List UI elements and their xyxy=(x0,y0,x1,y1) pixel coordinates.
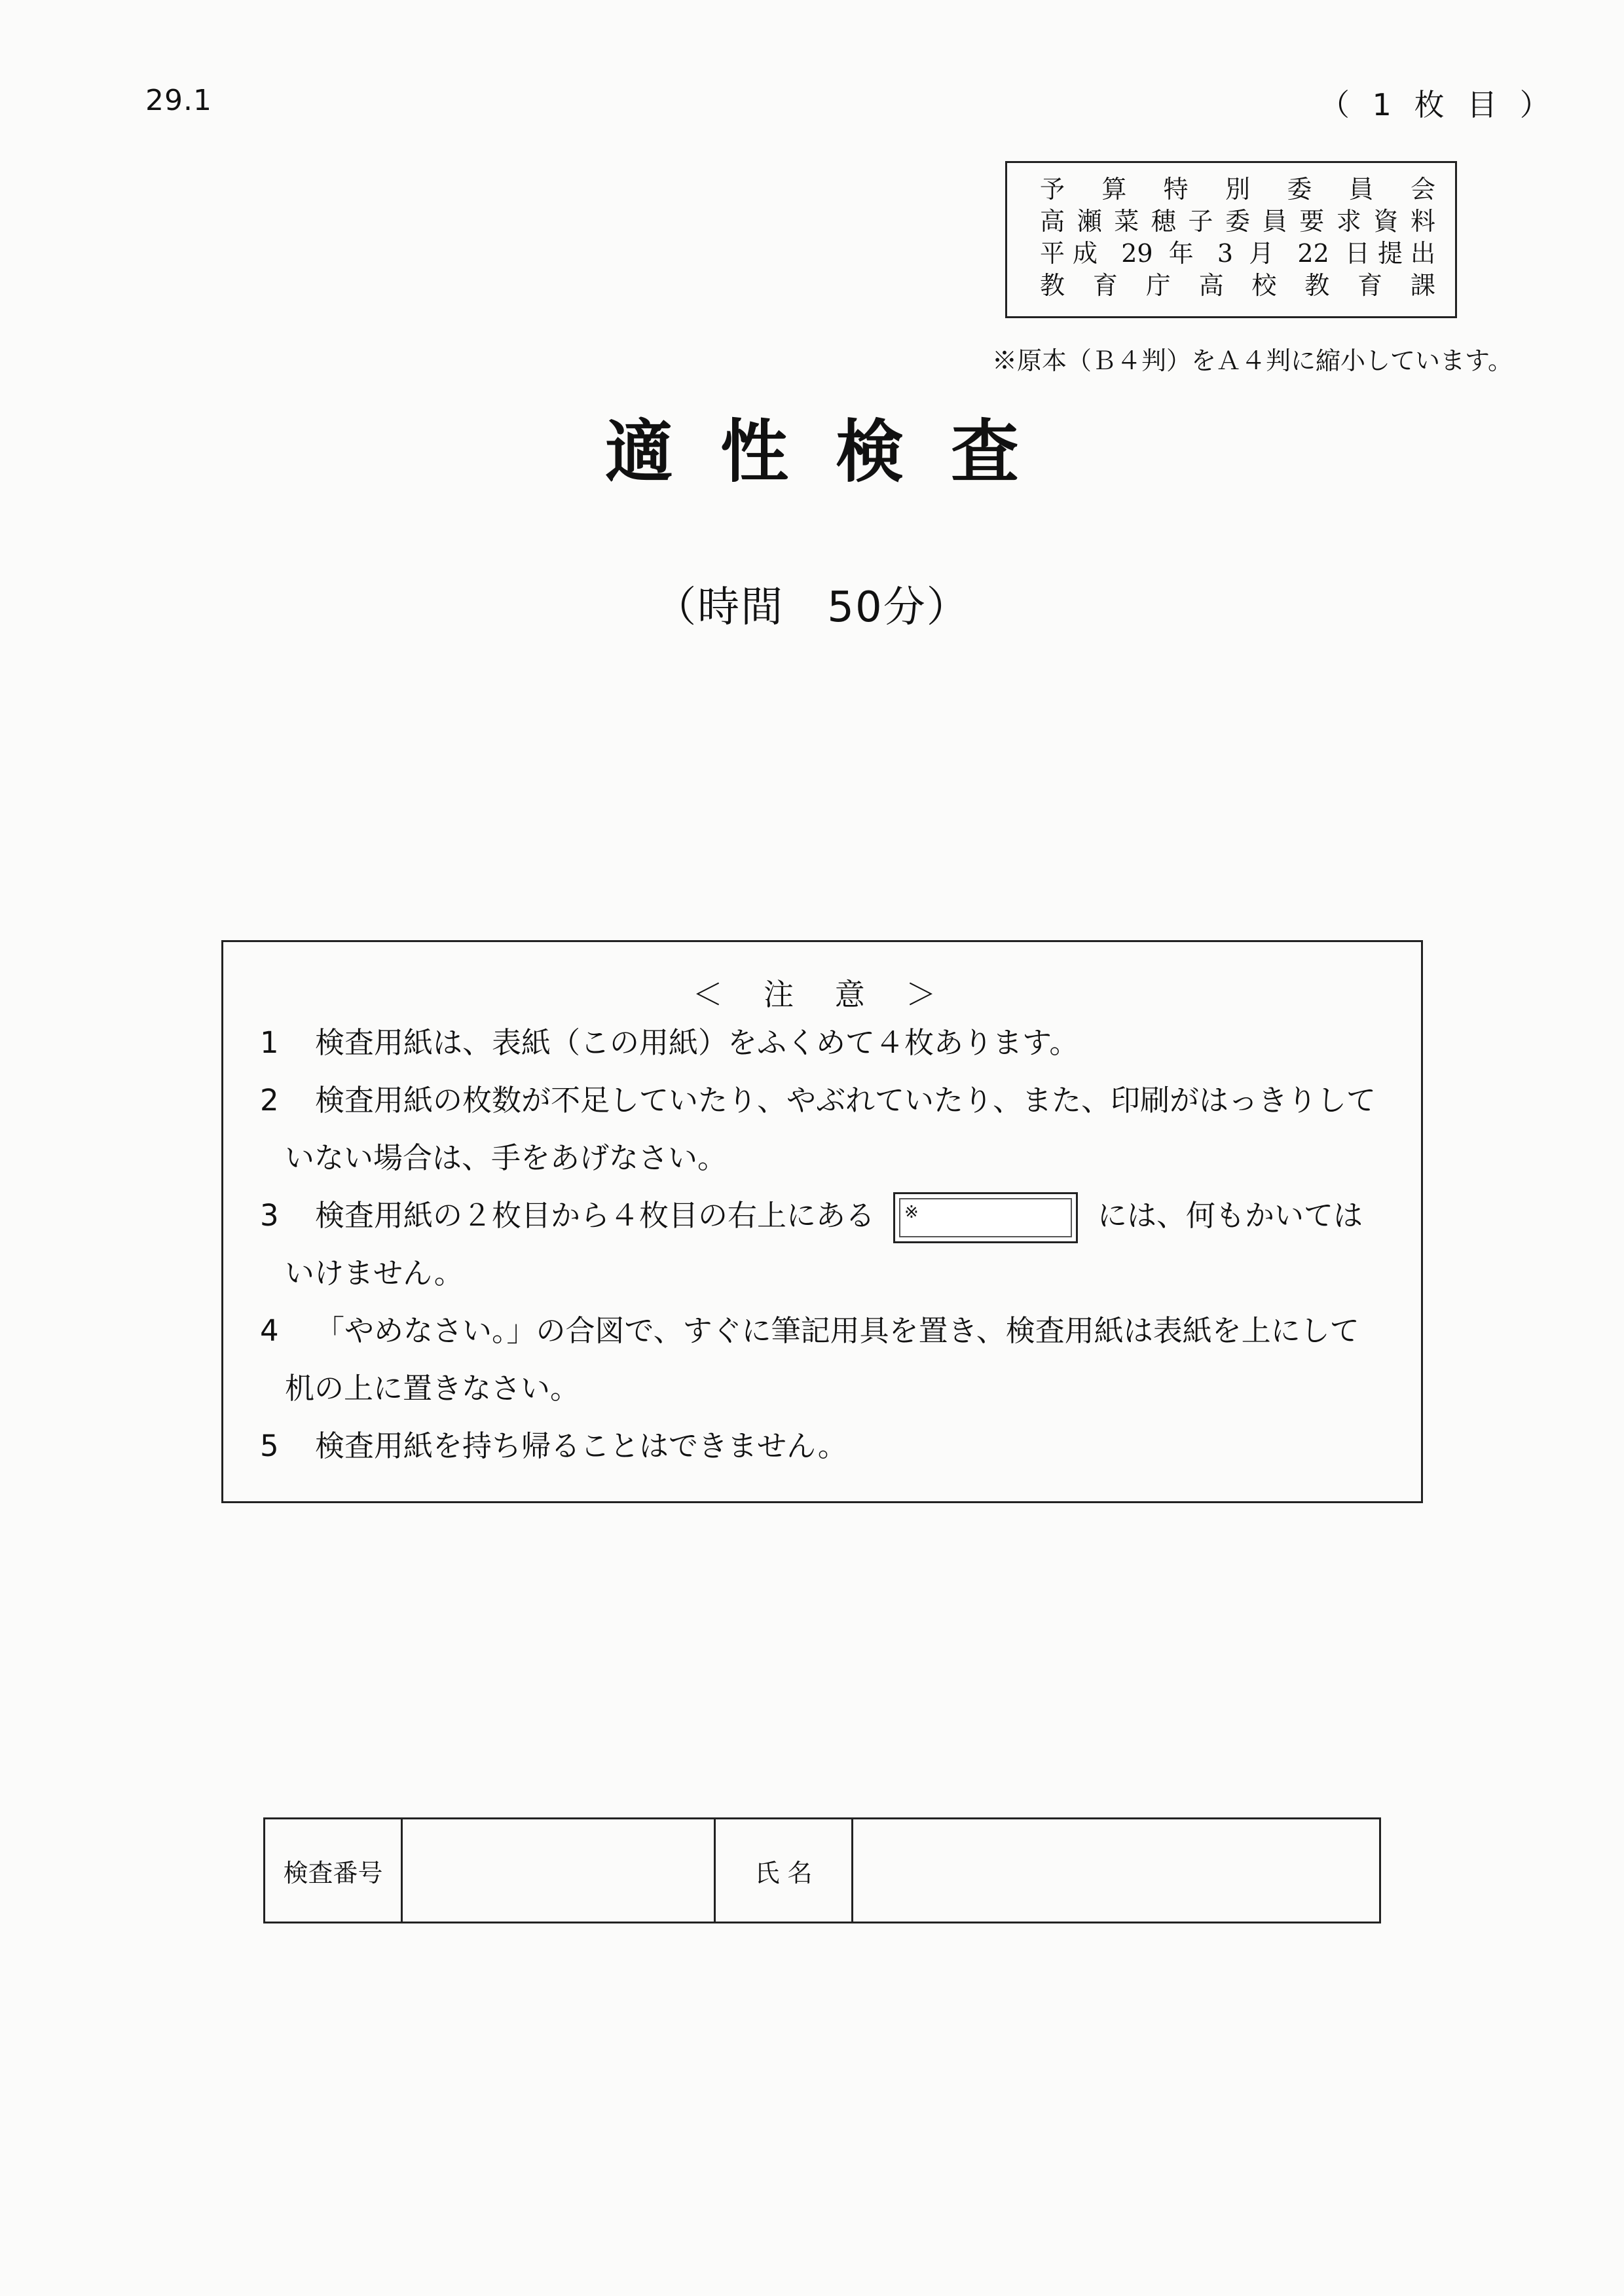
notice-item-number: 2 xyxy=(260,1083,279,1118)
notice-item-text-after: には、何もかいては xyxy=(1098,1198,1363,1233)
stamp-line-date: 平成 29 年 3 月 22 日提出 xyxy=(1040,239,1435,268)
notice-item-continuation: いない場合は、手をあげなさい。 xyxy=(285,1140,728,1175)
exam-number-field[interactable] xyxy=(403,1819,716,1922)
notice-item-number: 1 xyxy=(260,1025,279,1060)
notice-item-number: 5 xyxy=(260,1429,279,1463)
notice-item-number: 3 xyxy=(260,1198,279,1233)
stamp-line-request: 高瀬菜穂子委員要求資料 xyxy=(1040,207,1435,236)
identification-table xyxy=(263,1817,1381,1923)
time-limit: （時間 50分） xyxy=(654,583,970,632)
reference-mark: ※ xyxy=(904,1203,919,1222)
notice-heading: ＜ 注 意 ＞ xyxy=(692,977,952,1012)
notice-box xyxy=(221,940,1423,1503)
submission-stamp xyxy=(1005,161,1457,318)
notice-item-continuation: いけません。 xyxy=(285,1256,464,1290)
notice-item-text: 検査用紙は、表紙（この用紙）をふくめて４枚あります。 xyxy=(315,1025,1079,1060)
notice-item xyxy=(260,1417,1412,1475)
stamp-line-department: 教育庁高校教育課 xyxy=(1040,271,1435,300)
page-number: （ 1 枚 目 ） xyxy=(1320,87,1557,122)
exam-number-label: 検査番号 xyxy=(265,1819,403,1922)
notice-item-text: 検査用紙の２枚目から４枚目の右上にある xyxy=(315,1198,876,1233)
notice-item xyxy=(260,1014,1412,1072)
notice-item-continuation: 机の上に置きなさい。 xyxy=(285,1371,580,1406)
name-label: 氏 名 xyxy=(716,1819,853,1922)
notice-item xyxy=(260,1302,1412,1417)
notice-item-text: 検査用紙の枚数が不足していたり、やぶれていたり、また、印刷がはっきりして xyxy=(315,1083,1376,1118)
document-code: 29.1 xyxy=(145,84,212,117)
reduction-note: ※原本（Ｂ４判）をＡ４判に縮小しています。 xyxy=(992,346,1513,375)
notice-item xyxy=(260,1072,1412,1187)
notice-item-number: 4 xyxy=(260,1313,279,1348)
page-title: 適性検査 xyxy=(604,412,1066,492)
do-not-write-box xyxy=(893,1192,1078,1243)
stamp-line-committee: 予算特別委員会 xyxy=(1040,175,1435,204)
notice-item-text: 「やめなさい。」の合図で、すぐに筆記用具を置き、検査用紙は表紙を上にして xyxy=(315,1313,1359,1348)
name-field[interactable] xyxy=(853,1819,1379,1922)
notice-item xyxy=(260,1187,1412,1302)
notice-item-text: 検査用紙を持ち帰ることはできません。 xyxy=(315,1429,847,1463)
